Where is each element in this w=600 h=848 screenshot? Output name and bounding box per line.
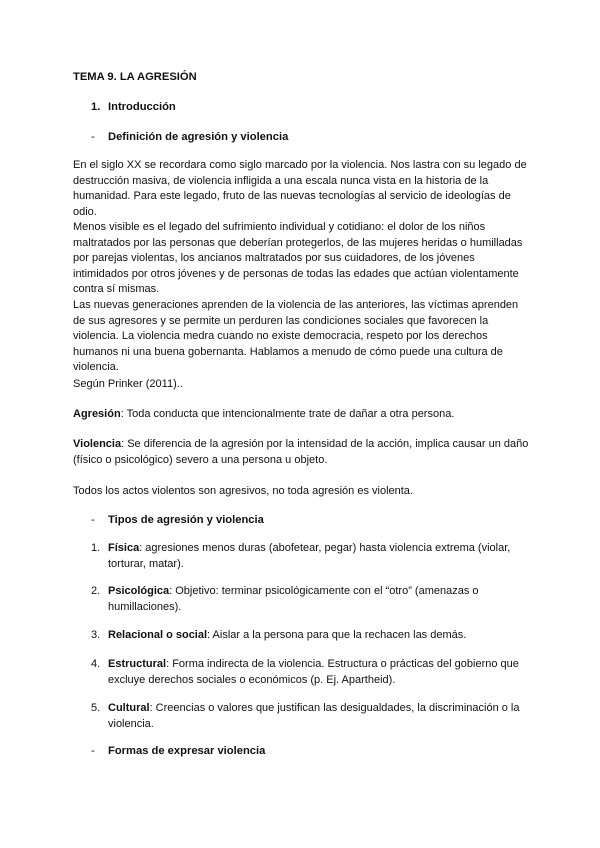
list-term: Cultural [108,702,150,714]
document-title: TEMA 9. LA AGRESIÓN [73,71,197,83]
subheading-tipos [91,514,264,526]
paragraph-3: Las nuevas generaciones aprenden de la violencia de las anteriores, las víctimas aprenden de sus agresores y se permite un perduren las condiciones sociales que favorecen la violencia. La violencia medra cuando no existe democracia, respeto por los derechos humanos ni una buena gobernanta. Hablamos a menudo de cómo puede una cultura de violencia. [73,299,519,374]
list-text: : Objetivo: terminar psicológicamente con el “otro” (amenazas o humillaciones). [108,585,479,613]
source-citation: Según Prinker (2011).. [73,378,183,390]
list-text: : Forma indirecta de la violencia. Estructura o prácticas del gobierno que excluye derechos sociales o económicos (p. Ej. Apartheid). [108,658,519,686]
term-violencia: Violencia [73,438,122,450]
list-number: 5. [91,702,101,714]
subheading-label: Tipos de agresión y violencia [108,514,264,526]
definition-text: : Se diferencia de la agresión por la intensidad de la acción, implica causar un daño (físico o psicológico) severo a una persona u objeto. [73,438,529,466]
list-item [91,628,531,644]
bullet-dash: - [91,745,95,757]
list-term: Relacional o social [108,629,208,641]
definition-text: : Toda conducta que intencionalmente trate de dañar a otra persona. [120,408,455,420]
definition-violencia [73,437,533,468]
list-term: Física [108,542,140,554]
subheading-label: Definición de agresión y violencia [108,131,289,143]
section-number: 1. [91,101,101,113]
list-text: : agresiones menos duras (abofetear, pegar) hasta violencia extrema (violar, torturar, matar). [108,542,511,570]
definition-agresion [73,407,533,423]
list-number: 2. [91,585,101,597]
paragraph-1: En el siglo XX se recordara como siglo marcado por la violencia. Nos lastra con su legado de destrucción masiva, de violencia infligida a una escala nunca vista en la historia de la humanidad. Para este legado, fruto de las nuevas tecnologías al servicio de ideologías de odio. [73,159,527,218]
term-agresion: Agresión [73,408,121,420]
section-label: Introducción [108,101,176,113]
list-number: 3. [91,629,101,641]
list-item [91,584,531,615]
list-item [91,701,531,732]
subheading-definicion [91,131,288,143]
list-term: Estructural [108,658,167,670]
section-heading-introduccion [91,101,176,113]
list-number: 1. [91,542,101,554]
list-text: : Aislar a la persona para que la rechacen las demás. [207,629,467,641]
list-item [91,657,531,688]
list-item [91,541,531,572]
list-text: : Creencias o valores que justifican las desigualdades, la discriminación o la violencia. [108,702,520,730]
subheading-formas [91,745,265,757]
list-term: Psicológica [108,585,170,597]
paragraph-2: Menos visible es el legado del sufrimiento individual y cotidiano: el dolor de los niños maltratados por las personas que deberían protegerlos, de las mujeres heridas o humilladas por parejas violentas, los ancianos maltratados por sus cuidadores, de los jóvenes intimidados por otros jóvenes y de personas de todas las edades que actúan violentamente contra sí mismas. [73,221,523,296]
bullet-dash: - [91,131,95,143]
bullet-dash: - [91,514,95,526]
subheading-label: Formas de expresar violencia [108,745,266,757]
conclusion-text: Todos los actos violentos son agresivos, no toda agresión es violenta. [73,485,413,497]
list-number: 4. [91,658,101,670]
